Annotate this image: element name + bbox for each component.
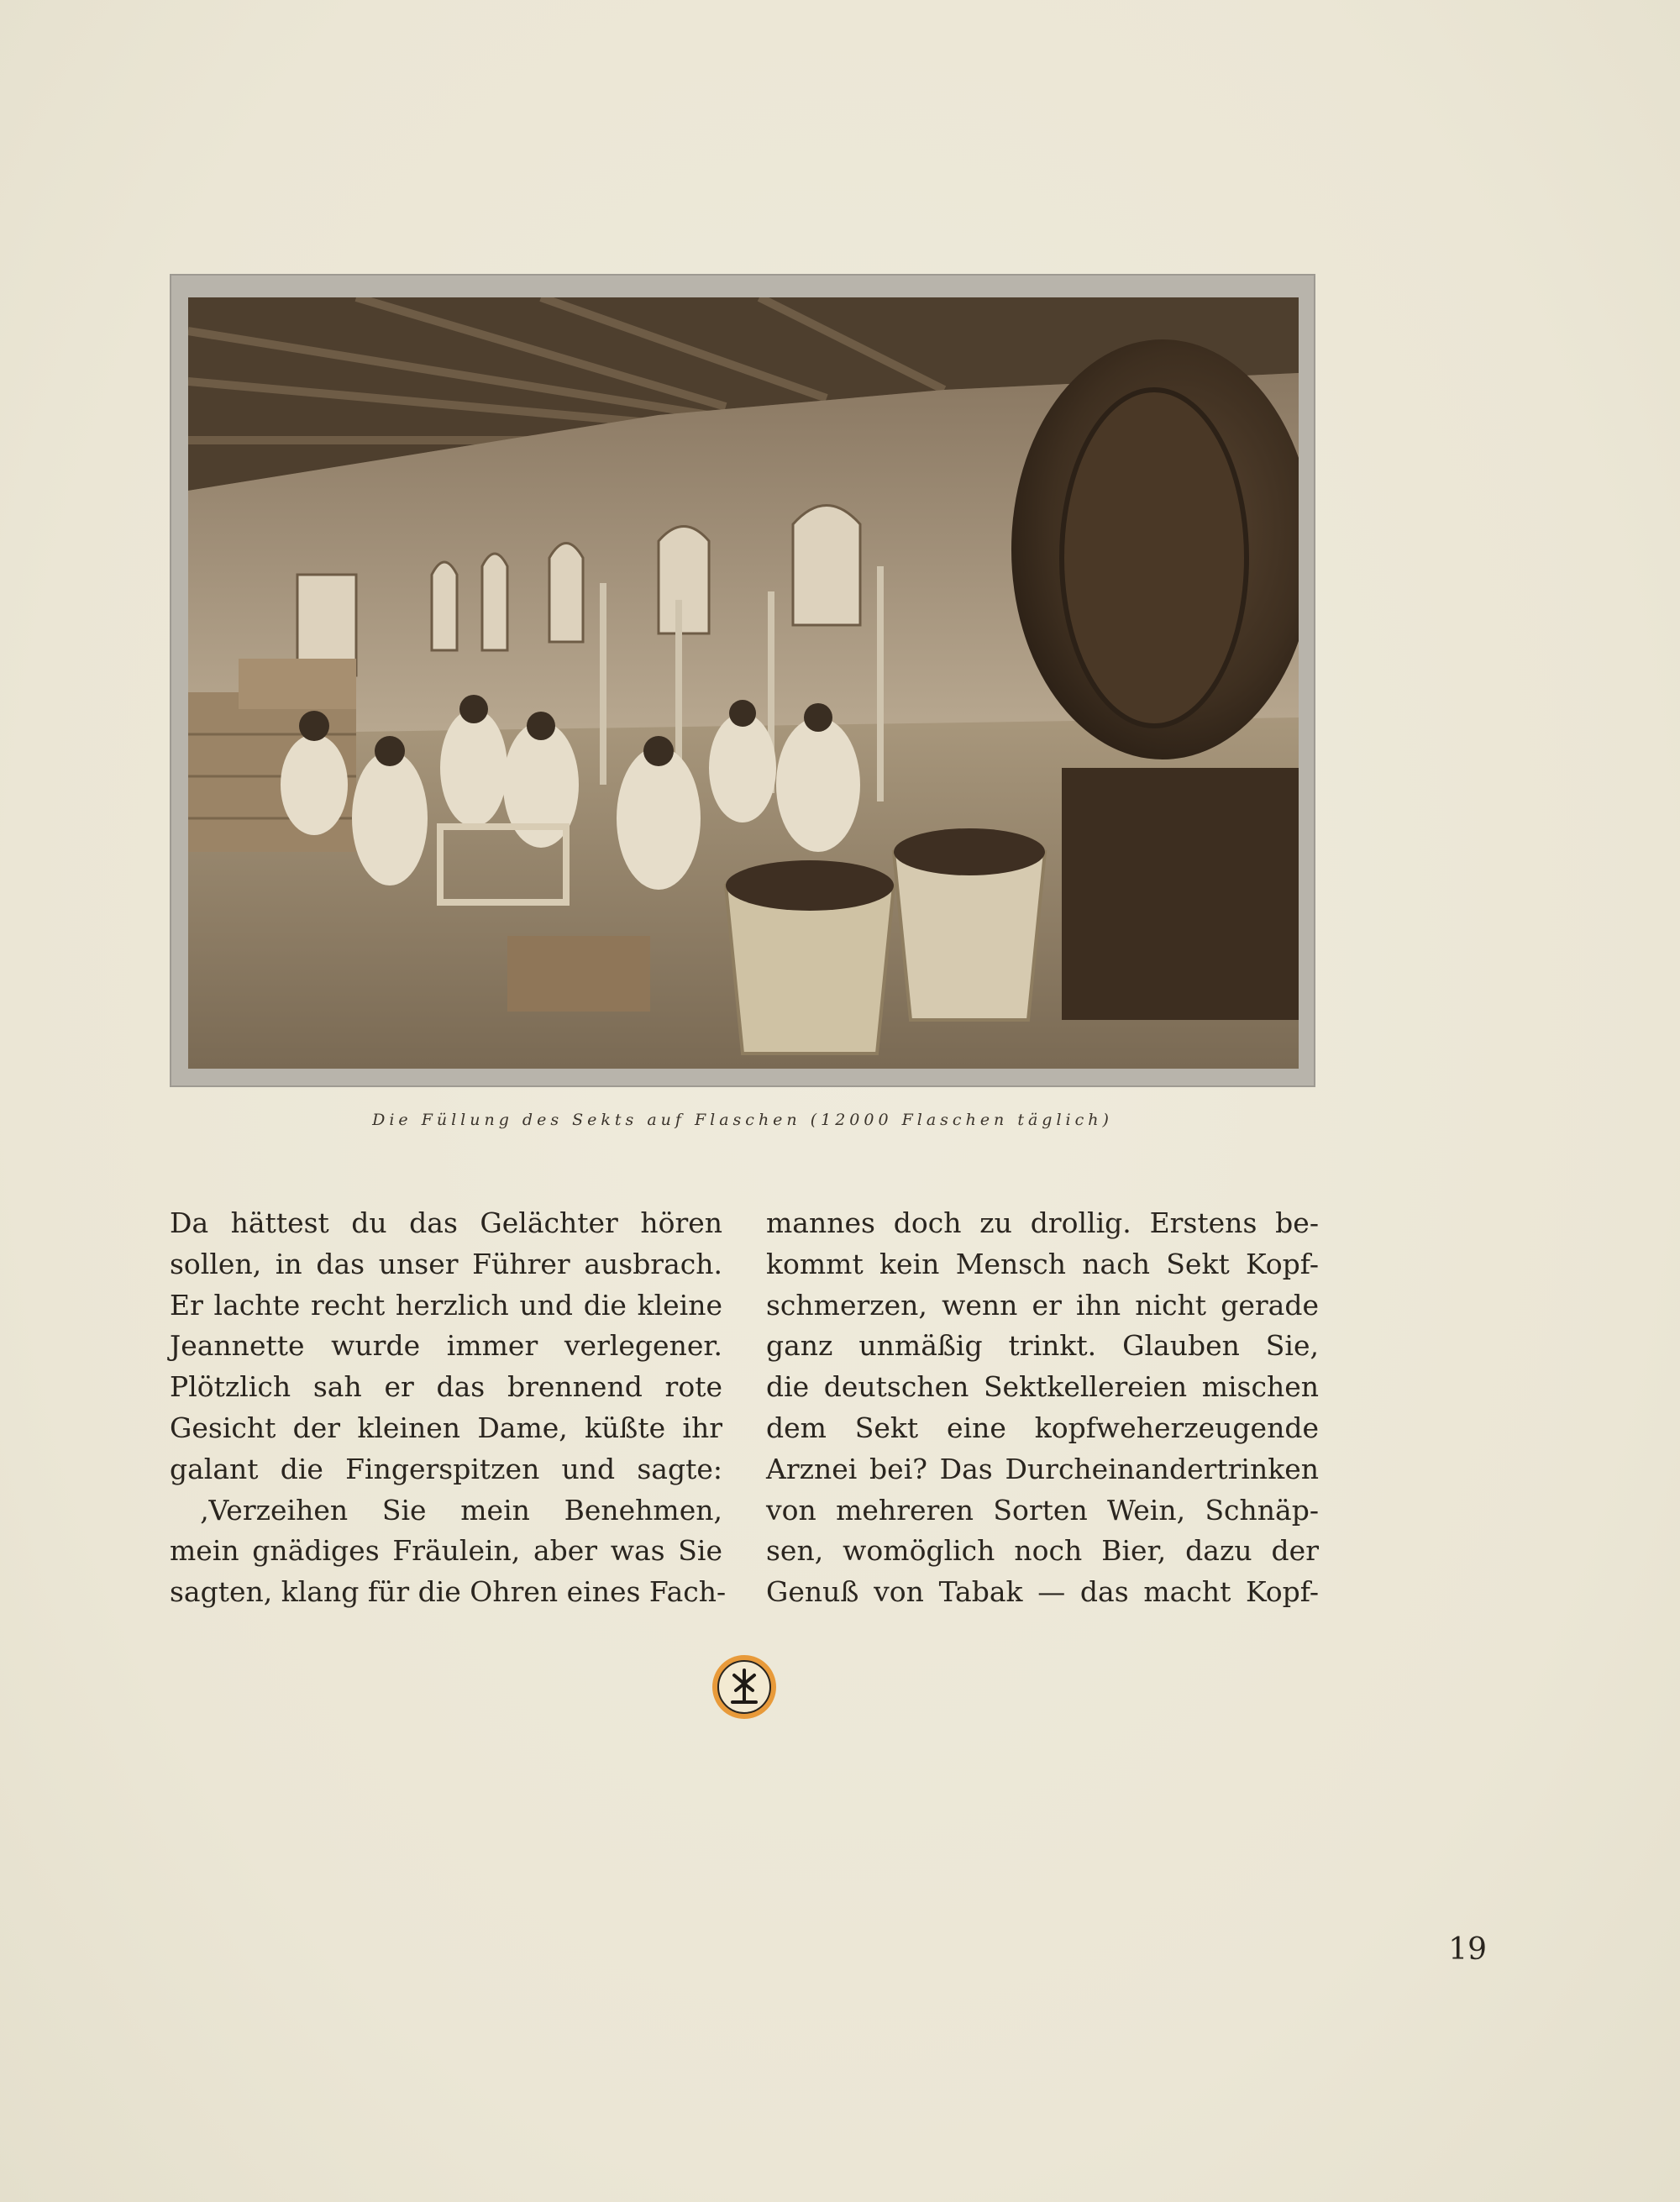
- text-line: sollen, in das unser Führer ausbrach.: [170, 1247, 722, 1280]
- text-line: ganz unmäßig trinkt. Glauben Sie,: [766, 1329, 1319, 1363]
- text-line: Gesicht der kleinen Dame, küßte ihr: [170, 1411, 722, 1444]
- page-number: 19: [1448, 1932, 1487, 1967]
- photo-illustration: [188, 297, 1299, 1069]
- text-line: kommt kein Mensch nach Sekt Kopf-: [766, 1247, 1319, 1280]
- bottling-hall-photo: [188, 297, 1299, 1069]
- text-line: die deutschen Sektkellereien mischen: [766, 1370, 1319, 1404]
- photo-caption: Die Füllung des Sekts auf Flaschen (12000 Flaschen täglich): [372, 1111, 1113, 1129]
- text-column-right: [766, 1203, 1319, 1613]
- photo-plate: [170, 274, 1315, 1087]
- text-column-left: [170, 1203, 727, 1613]
- text-line: sagten, klang für die Ohren eines Fach-: [170, 1575, 727, 1609]
- text-line: mannes doch zu drollig. Erstens be-: [766, 1206, 1319, 1239]
- text-line: von mehreren Sorten Wein, Schnäp-: [766, 1493, 1319, 1527]
- text-line: mein gnädiges Fräulein, aber was Sie: [170, 1534, 722, 1568]
- text-line: Plötzlich sah er das brennend rote: [170, 1370, 722, 1404]
- text-line: Genuß von Tabak — das macht Kopf-: [766, 1575, 1319, 1609]
- publisher-emblem-icon: [711, 1653, 778, 1721]
- text-line: ‚Verzeihen Sie mein Benehmen,: [200, 1493, 722, 1527]
- text-line: dem Sekt eine kopfweherzeugende: [766, 1411, 1319, 1444]
- text-line: Arznei bei? Das Durcheinandertrinken: [766, 1452, 1319, 1485]
- text-line: sen, womöglich noch Bier, dazu der: [766, 1534, 1319, 1568]
- text-line: Jeannette wurde immer verlegener.: [170, 1329, 722, 1363]
- text-line: Da hättest du das Gelächter hören: [170, 1206, 722, 1239]
- text-line: schmerzen, wenn er ihn nicht gerade: [766, 1288, 1319, 1322]
- text-line: galant die Fingerspitzen und sagte:: [170, 1452, 722, 1485]
- text-line: Er lachte recht herzlich und die kleine: [170, 1288, 722, 1322]
